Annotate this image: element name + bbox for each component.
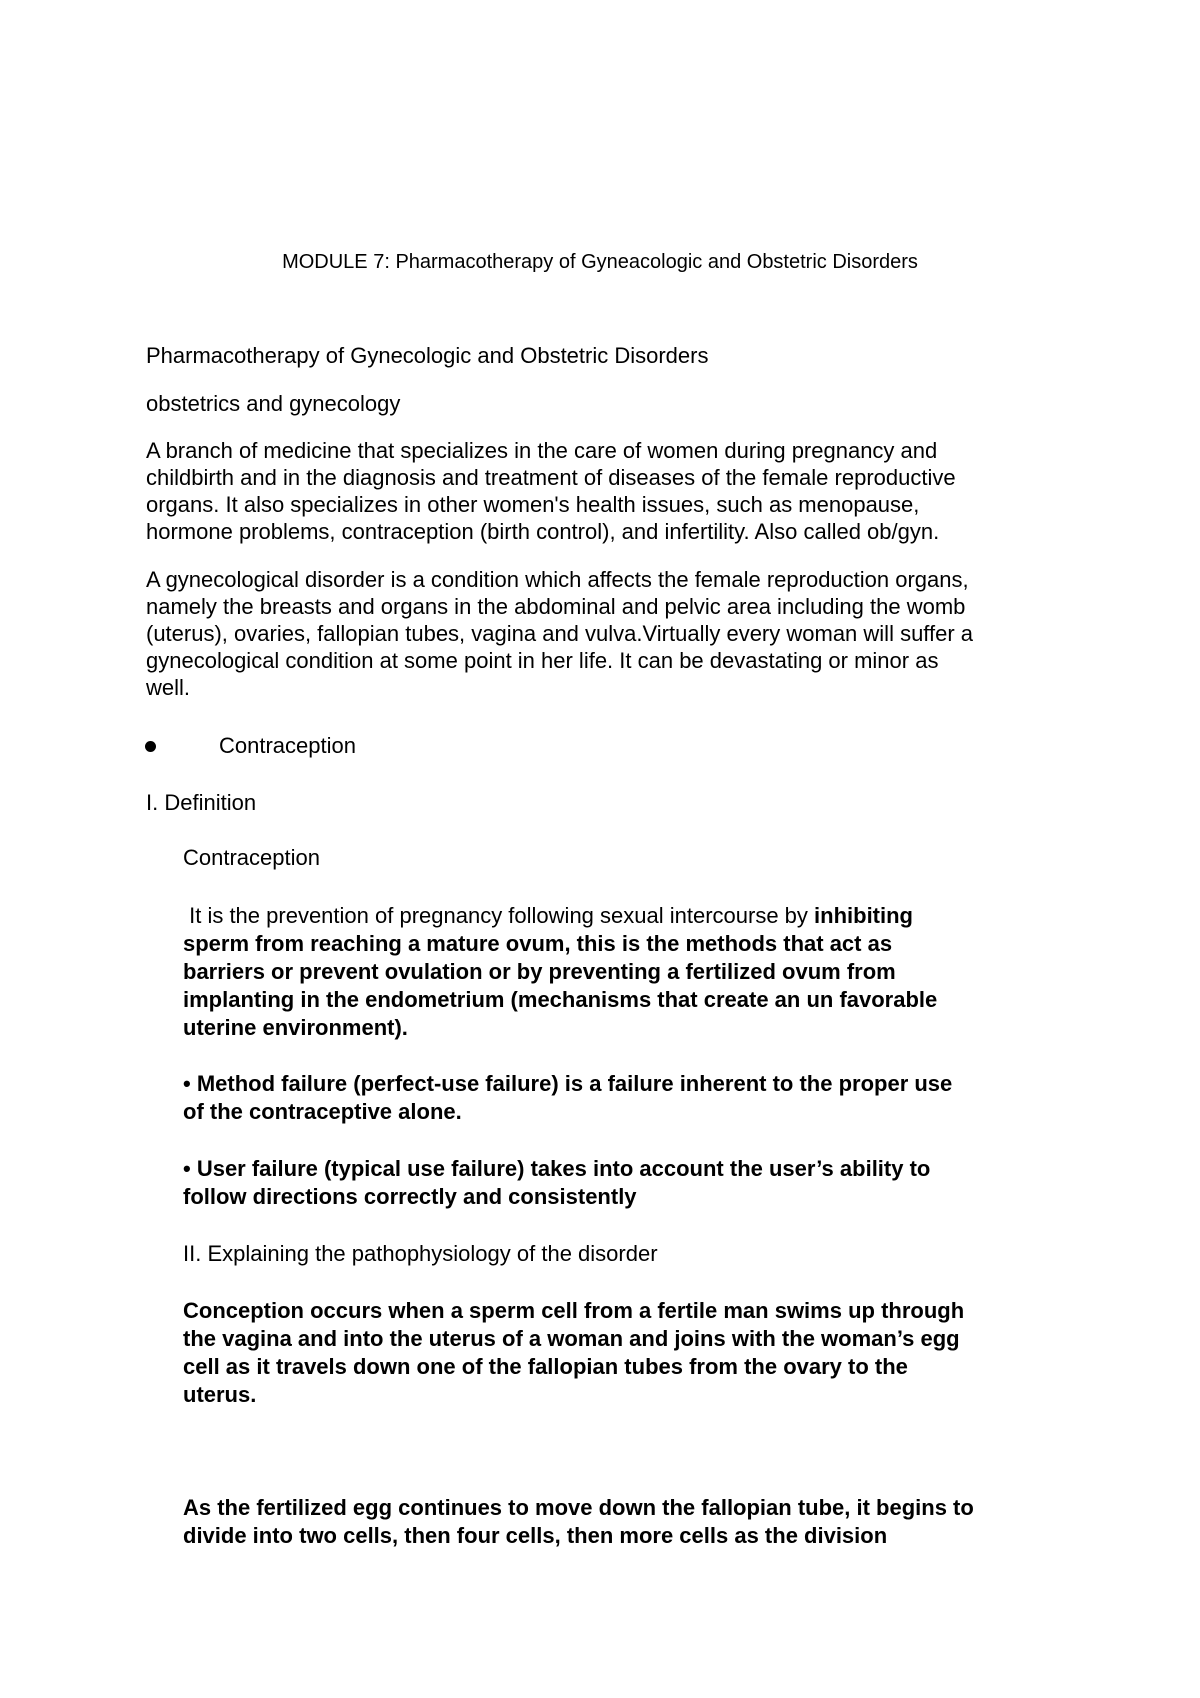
bullet-dot-icon xyxy=(145,741,156,752)
paragraph-line: A branch of medicine that specializes in the care of women during pregnancy and xyxy=(146,438,938,463)
paragraph-line: A gynecological disorder is a condition which affects the female reproduction organs, xyxy=(146,567,969,592)
bullet-contraception: Contraception xyxy=(219,733,356,758)
fertilized-line: As the fertilized egg continues to move down the fallopian tube, it begins to xyxy=(183,1495,974,1520)
paragraph-line: organs. It also specializes in other women's health issues, such as menopause, xyxy=(146,492,920,517)
definition-line: implanting in the endometrium (mechanisms that create an un favorable xyxy=(183,987,938,1012)
conception-line: the vagina and into the uterus of a woman and joins with the woman’s egg xyxy=(183,1326,960,1351)
conception-line: uterus. xyxy=(183,1382,257,1407)
heading: Pharmacotherapy of Gynecologic and Obstetric Disorders xyxy=(146,343,709,368)
section-pathophysiology-heading: II. Explaining the pathophysiology of the disorder xyxy=(183,1241,658,1266)
method-failure-line: of the contraceptive alone. xyxy=(183,1099,462,1124)
section-definition-heading: I. Definition xyxy=(146,790,257,815)
module-title: MODULE 7: Pharmacotherapy of Gyneacologic and Obstetric Disorders xyxy=(282,251,918,273)
paragraph-line: hormone problems, contraception (birth control), and infertility. Also called ob/gyn. xyxy=(146,519,940,544)
user-failure-line: follow directions correctly and consistently xyxy=(183,1184,637,1209)
definition-line: uterine environment). xyxy=(183,1015,408,1040)
paragraph-line: well. xyxy=(146,675,191,700)
paragraph-line: gynecological condition at some point in her life. It can be devastating or minor as xyxy=(146,648,939,673)
fertilized-line: divide into two cells, then four cells, then more cells as the division xyxy=(183,1523,888,1548)
user-failure-line: • User failure (typical use failure) takes into account the user’s ability to xyxy=(183,1156,931,1181)
paragraph-line: (uterus), ovaries, fallopian tubes, vagina and vulva.Virtually every woman will suffer a xyxy=(146,621,974,646)
subheading: obstetrics and gynecology xyxy=(146,391,401,416)
definition-bold-text: inhibiting xyxy=(814,903,913,928)
definition-line: barriers or prevent ovulation or by preventing a fertilized ovum from xyxy=(183,959,896,984)
definition-lead-text: It is the prevention of pregnancy following sexual intercourse by xyxy=(183,903,815,928)
definition-line xyxy=(183,902,913,930)
definition-line: sperm from reaching a mature ovum, this is the methods that act as xyxy=(183,931,893,956)
conception-line: Conception occurs when a sperm cell from a fertile man swims up through xyxy=(183,1298,965,1323)
paragraph-line: namely the breasts and organs in the abdominal and pelvic area including the womb xyxy=(146,594,966,619)
paragraph-line: childbirth and in the diagnosis and treatment of diseases of the female reproductive xyxy=(146,465,956,490)
method-failure-line: • Method failure (perfect-use failure) is a failure inherent to the proper use xyxy=(183,1071,953,1096)
definition-term: Contraception xyxy=(183,845,320,870)
conception-line: cell as it travels down one of the fallopian tubes from the ovary to the xyxy=(183,1354,908,1379)
